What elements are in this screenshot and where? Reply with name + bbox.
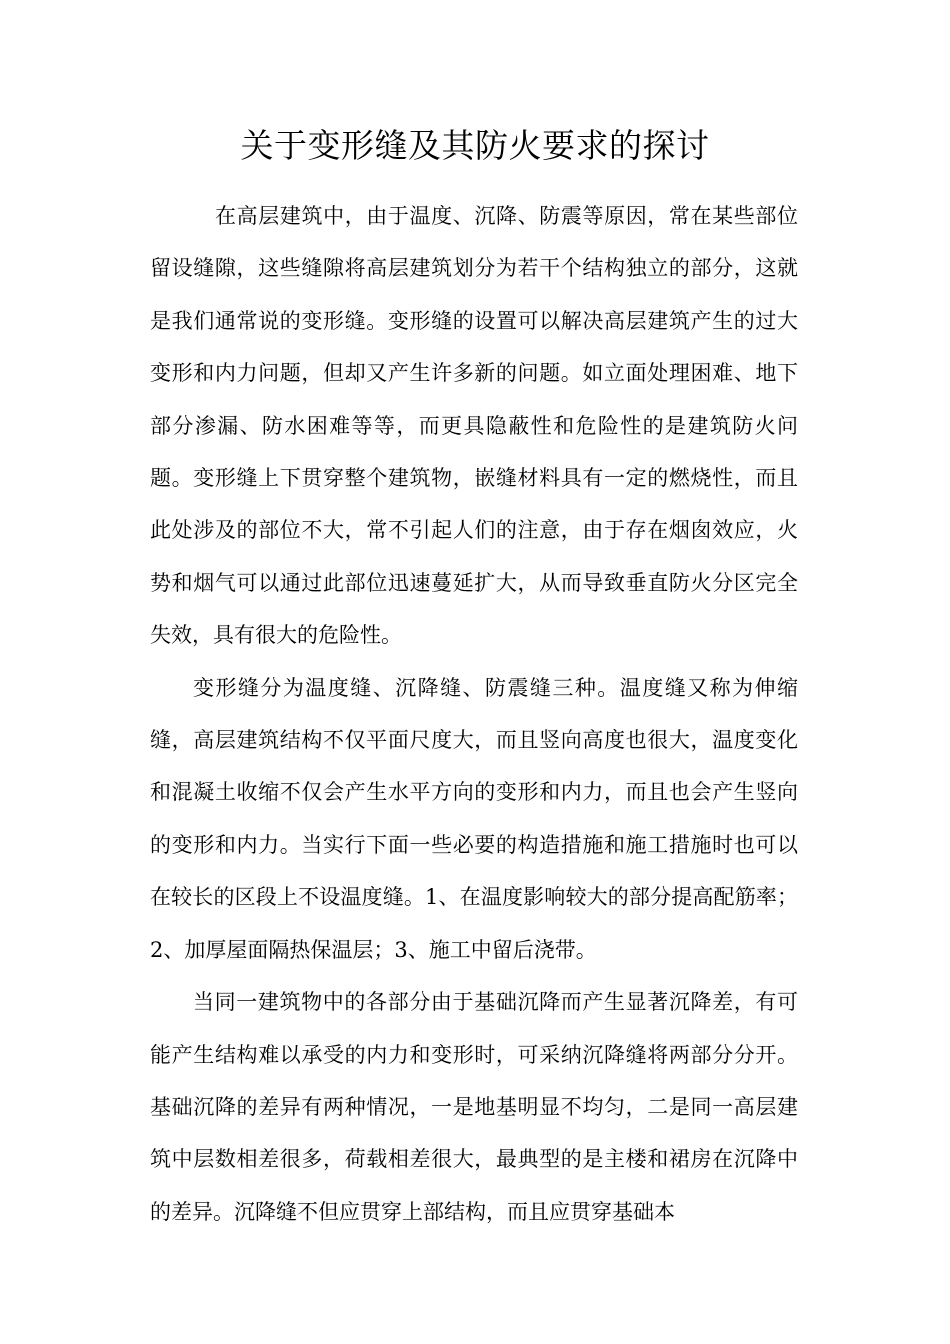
document-body — [150, 190, 798, 1238]
document-title: 关于变形缝及其防火要求的探讨 — [240, 126, 710, 165]
paragraph-intro: 在高层建筑中，由于温度、沉降、防震等原因，常在某些部位留设缝隙，这些缝隙将高层建筑划分为若干个结构独立的部分，这就是我们通常说的变形缝。变形缝的设置可以解决高层建筑产生的过大变形和内力问题，但却又产生许多新的问题。如立面处理困难、地下部分渗漏、防水困难等等，而更具隐蔽性和危险性的是建筑防火问题。变形缝上下贯穿整个建筑物，嵌缝材料具有一定的燃烧性，而且此处涉及的部位不大，常不引起人们的注意，由于存在烟囱效应，火势和烟气可以通过此部位迅速蔓延扩大，从而导致垂直防火分区完全失效，具有很大的危险性。 — [150, 204, 798, 648]
paragraph-settlement-joint: 当同一建筑物中的各部分由于基础沉降而产生显著沉降差，有可能产生结构难以承受的内力和变形时，可采纳沉降缝将两部分分开。基础沉降的差异有两种情况，一是地基明显不均匀，二是同一高层建筑中层数相差很多，荷载相差很大，最典型的是主楼和裙房在沉降中的差异。沉降缝不但应贯穿上部结构，而且应贯穿基础本 — [150, 990, 798, 1224]
paragraph-joint-types: 变形缝分为温度缝、沉降缝、防震缝三种。温度缝又称为伸缩缝，高层建筑结构不仅平面尺度大，而且竖向高度也很大，温度变化和混凝土收缩不仅会产生水平方向的变形和内力，而且也会产生竖向的变形和内力。当实行下面一些必要的构造措施和施工措施时也可以在较长的区段上不设温度缝。1、在温度影响较大的部分提高配筋率；2、加厚屋面隔热保温层；3、施工中留后浇带。 — [150, 675, 798, 962]
